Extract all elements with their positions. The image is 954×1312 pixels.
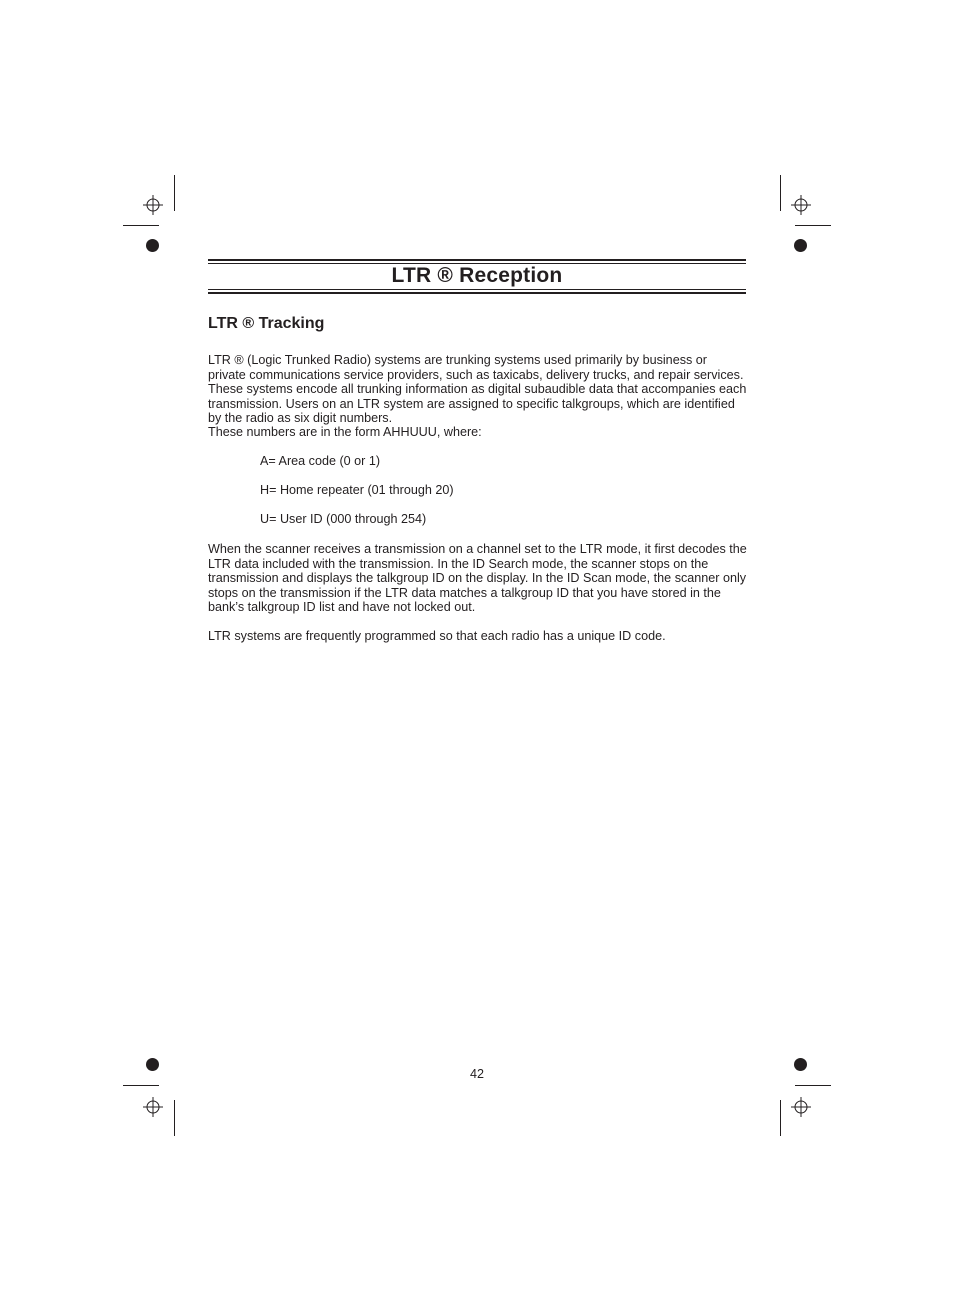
scanner-paragraph: When the scanner receives a transmission on a channel set to the LTR mode, it first decodes the LTR data included with the transmission. In the ID Search mode, the scanner stops on the transmission and displays the talkgroup ID on the display. In the ID Scan mode, the scanner only stops on the transmission if the LTR data matches a talkgroup ID that you have stored in the bank’s talkgroup ID list and have not locked out. xyxy=(208,542,747,614)
crop-mark-line xyxy=(795,1085,831,1086)
crosshair-icon xyxy=(791,1097,811,1117)
registration-dot-icon xyxy=(794,239,807,252)
crop-mark-line xyxy=(780,175,781,211)
crosshair-icon xyxy=(143,1097,163,1117)
page-number: 42 xyxy=(469,1067,484,1081)
section-heading: LTR ® Tracking xyxy=(208,315,325,332)
crop-mark-line xyxy=(123,1085,159,1086)
crop-mark-line xyxy=(780,1100,781,1136)
registration-dot-icon xyxy=(146,1058,159,1071)
crop-mark-line xyxy=(795,225,831,226)
chapter-title: LTR ® Reception xyxy=(391,264,563,287)
registration-dot-icon xyxy=(794,1058,807,1071)
crosshair-icon xyxy=(791,195,811,215)
crosshair-icon xyxy=(143,195,163,215)
title-rule-bottom xyxy=(208,292,746,294)
definition-area-code: A= Area code (0 or 1) xyxy=(260,454,381,468)
title-rule-top xyxy=(208,259,746,261)
title-rule-bottom-thin xyxy=(208,289,746,290)
crop-mark-line xyxy=(174,1100,175,1136)
intro-paragraph: LTR ® (Logic Trunked Radio) systems are trunking systems used primarily by business or private communications service providers, such as taxicabs, delivery trucks, and repair services. These systems encode all trunking information as digital subaudible data that accompanies each transmission. Users on an LTR system are assigned to specific talkgroups, which are identified by the radio as six digit numbers. xyxy=(208,353,747,425)
closing-paragraph: LTR systems are frequently programmed so that each radio has a unique ID code. xyxy=(208,629,666,643)
form-line: These numbers are in the form AHHUUU, where: xyxy=(208,425,482,439)
definition-user-id: U= User ID (000 through 254) xyxy=(260,512,427,526)
definition-home-repeater: H= Home repeater (01 through 20) xyxy=(260,483,454,497)
crop-mark-line xyxy=(123,225,159,226)
registration-dot-icon xyxy=(146,239,159,252)
crop-mark-line xyxy=(174,175,175,211)
